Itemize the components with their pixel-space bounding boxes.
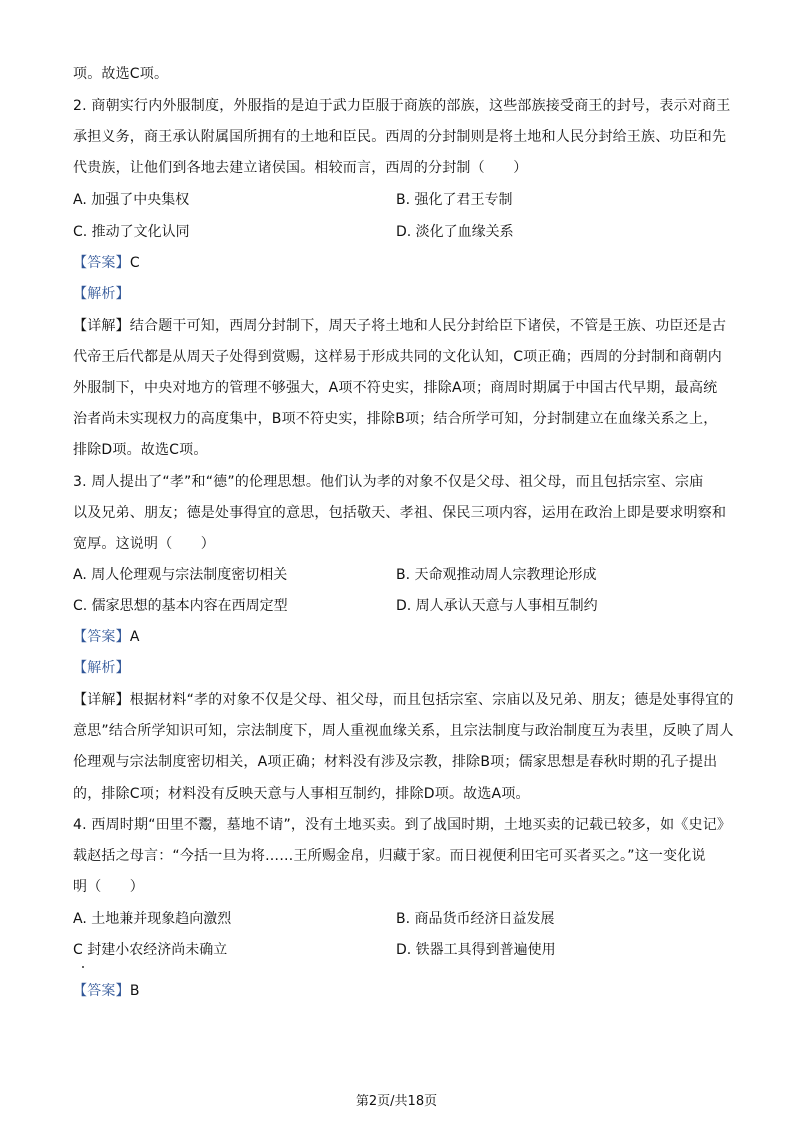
question-4-stem-line: 载赵括之母言：“今括一旦为将……王所赐金帛，归藏于家。而日视便利田宅可买者买之。”这一变化说 [73, 848, 706, 864]
question-4-option-b: B. 商品货币经济日益发展 [396, 911, 555, 927]
answer-value: A [129, 629, 140, 645]
question-2-answer [73, 253, 140, 273]
question-3-option-d: D. 周人承认天意与人事相互制约 [396, 598, 598, 614]
answer-tag: 【答案】 [73, 983, 130, 999]
question-2-option-b: B. 强化了君王专制 [396, 192, 513, 208]
question-2-detail-line: 【详解】结合题干可知，西周分封制下，周天子将土地和人民分封给臣下诸侯，不管是王族、功臣还是古 [73, 318, 727, 334]
question-3-stem-line: 以及兄弟、朋友；德是处事得宜的意思，包括敬天、孝祖、保民三项内容，运用在政治上即是要求明察和 [73, 505, 727, 521]
question-2-detail-line: 外服制下，中央对地方的管理不够强大，A项不符史实，排除A项；商周时期属于中国古代早期，最高统 [73, 380, 718, 396]
question-4-stem-line: 明（ ） [73, 879, 144, 895]
question-3-analysis-tag: 【解析】 [73, 660, 130, 676]
question-2-stem-line: 2. 商朝实行内外服制度，外服指的是迫于武力臣服于商族的部族，这些部族接受商王的封号，表示对商王 [73, 98, 731, 114]
answer-value: C [129, 255, 140, 271]
answer-value: B [129, 983, 140, 999]
question-3-answer [73, 627, 140, 647]
question-2-detail-line: 治者尚未实现权力的高度集中，B项不符史实，排除B项；结合所学可知，分封制建立在血缘关系之上， [73, 411, 718, 427]
question-2-option-d: D. 淡化了血缘关系 [396, 224, 514, 240]
question-3-detail-line: 【详解】根据材料“孝的对象不仅是父母、祖父母，而且包括宗室、宗庙以及兄弟、朋友；德是处事得宜的 [73, 692, 734, 708]
answer-tag: 【答案】 [73, 255, 130, 271]
question-2-option-c: C. 推动了文化认同 [73, 224, 190, 240]
question-4-option-c: C 封建小农经济尚未确立 [73, 942, 228, 958]
question-3-option-c: C. 儒家思想的基本内容在西周定型 [73, 598, 288, 614]
question-3-detail-line: 的，排除C项；材料没有反映天意与人事相互制约，排除D项。故选A项。 [73, 786, 530, 802]
text-line: 项。故选C项。 [73, 66, 169, 82]
answer-tag: 【答案】 [73, 629, 130, 645]
question-4-answer [73, 981, 140, 1001]
page-number-footer: 第2页/共18页 [355, 1094, 438, 1109]
question-2-detail-line: 代帝王后代都是从周天子处得到赏赐，这样易于形成共同的文化认知，C项正确；西周的分封制和商朝内 [73, 349, 722, 365]
question-4-option-a: A. 土地兼并现象趋向激烈 [73, 911, 232, 927]
question-2-detail-line: 排除D项。故选C项。 [73, 442, 208, 458]
question-3-stem-line: 宽厚。这说明（ ） [73, 536, 215, 552]
question-3-option-b: B. 天命观推动周人宗教理论形成 [396, 567, 597, 583]
question-4-option-d: D. 铁器工具得到普遍使用 [396, 942, 556, 958]
question-4-stem-line: 4. 西周时期“田里不鬻，墓地不请”，没有土地买卖。到了战国时期，土地买卖的记载已较多，如《史记》 [73, 817, 732, 833]
question-2-option-a: A. 加强了中央集权 [73, 192, 190, 208]
question-3-stem-line: 3. 周人提出了“孝”和“德”的伦理思想。他们认为孝的对象不仅是父母、祖父母，而且包括宗室、宗庙 [73, 474, 704, 490]
question-3-option-a: A. 周人伦理观与宗法制度密切相关 [73, 567, 288, 583]
question-3-detail-line: 意思”结合所学知识可知，宗法制度下，周人重视血缘关系，且宗法制度与政治制度互为表里，反映了周人 [73, 723, 734, 739]
question-3-detail-line: 伦理观与宗法制度密切相关，A项正确；材料没有涉及宗教，排除B项；儒家思想是春秋时期的孔子提出 [73, 754, 718, 770]
question-2-stem-line: 承担义务，商王承认附属国所拥有的土地和臣民。西周的分封制则是将土地和人民分封给王族、功臣和先 [73, 129, 727, 145]
question-2-stem-line: 代贵族，让他们到各地去建立诸侯国。相较而言，西周的分封制（ ） [73, 160, 528, 176]
stray-dot-mark [82, 966, 84, 968]
question-2-analysis-tag: 【解析】 [73, 286, 130, 302]
